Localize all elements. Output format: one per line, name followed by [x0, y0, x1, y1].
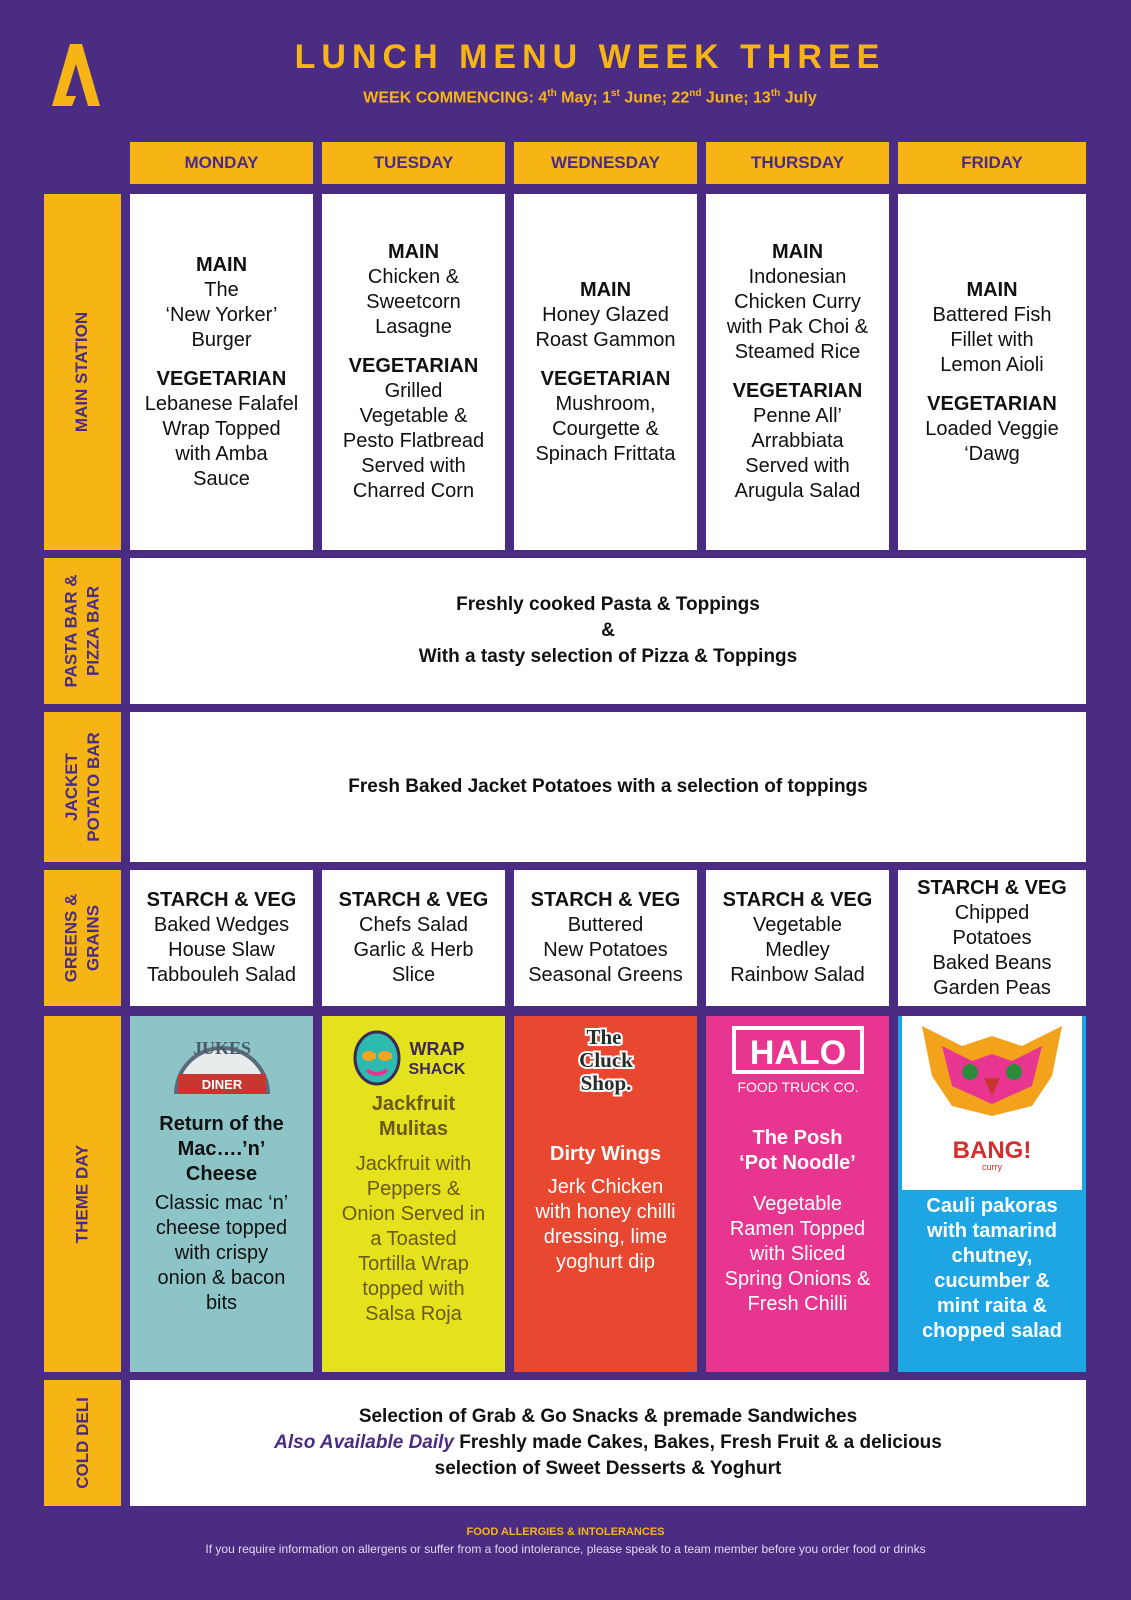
- day-header-wednesday: WEDNESDAY: [514, 142, 697, 184]
- brand-logo-icon: [52, 44, 100, 106]
- svg-text:curry: curry: [982, 1162, 1002, 1172]
- allergy-notice: If you require information on allergens or suffer from a food intolerance, please speak to a team member before you order food or drinks: [205, 1542, 926, 1556]
- theme-monday: JUKES DINER Return of the Mac….’n’ Cheese Classic mac ‘n’ cheese topped with crispy onion & bacon bits: [130, 1016, 313, 1372]
- svg-text:BANG!: BANG!: [952, 1137, 1032, 1164]
- week-commencing: WEEK COMMENCING: 4th May; 1st June; 22nd June; 13th July: [363, 88, 817, 107]
- svg-text:SHACK: SHACK: [408, 1061, 465, 1078]
- day-header-friday: FRIDAY: [898, 142, 1086, 184]
- day-header-thursday: THURSDAY: [706, 142, 889, 184]
- row-label-pasta-pizza: PASTA BAR & PIZZA BAR: [44, 558, 121, 704]
- svg-text:DINER: DINER: [201, 1077, 242, 1092]
- main-station-thursday: MAIN Indonesian Chicken Curry with Pak Choi & Steamed Rice VEGETARIAN Penne All’ Arrabbiata Served with Arugula Salad: [706, 194, 889, 550]
- svg-text:WRAP: WRAP: [409, 1039, 464, 1059]
- day-header-tuesday: TUESDAY: [322, 142, 505, 184]
- greens-monday: STARCH & VEG Baked Wedges House Slaw Tabbouleh Salad: [130, 870, 313, 1006]
- greens-thursday: STARCH & VEG Vegetable Medley Rainbow Salad: [706, 870, 889, 1006]
- theme-wednesday: The Cluck Shop. Dirty Wings Jerk Chicken with honey chilli dressing, lime yoghurt dip: [514, 1016, 697, 1372]
- page-title: LUNCH MENU WEEK THREE: [294, 38, 886, 76]
- row-label-jacket-potato: JACKET POTATO BAR: [44, 712, 121, 862]
- day-header-monday: MONDAY: [130, 142, 313, 184]
- bang-curry-logo: [902, 1016, 1082, 1190]
- wrap-shack-logo: [349, 1022, 479, 1092]
- theme-tuesday: WRAP SHACK Jackfruit Mulitas Jackfruit with Peppers & Onion Served in a Toasted Tortilla Wrap topped with Salsa Roja: [322, 1016, 505, 1372]
- greens-tuesday: STARCH & VEG Chefs Salad Garlic & Herb Slice: [322, 870, 505, 1006]
- greens-wednesday: STARCH & VEG Buttered New Potatoes Seasonal Greens: [514, 870, 697, 1006]
- svg-text:Cluck: Cluck: [578, 1048, 633, 1072]
- row-label-theme-day: THEME DAY: [44, 1016, 121, 1372]
- greens-friday: STARCH & VEG Chipped Potatoes Baked Beans Garden Peas: [898, 870, 1086, 1006]
- main-station-friday: MAIN Battered Fish Fillet with Lemon Aioli VEGETARIAN Loaded Veggie ‘Dawg: [898, 194, 1086, 550]
- row-label-cold-deli: COLD DELI: [44, 1380, 121, 1506]
- theme-friday: BANG! curry Cauli pakoras with tamarind chutney, cucumber & mint raita & chopped salad: [898, 1016, 1086, 1372]
- allergy-title: FOOD ALLERGIES & INTOLERANCES: [466, 1526, 665, 1538]
- cold-deli-cell: Selection of Grab & Go Snacks & premade Sandwiches Also Available Daily Freshly made Cakes, Bakes, Fresh Fruit & a delicious selection of Sweet Desserts & Yoghurt: [130, 1380, 1086, 1506]
- cluck-shop-logo: [556, 1022, 656, 1100]
- svg-text:JUKES: JUKES: [192, 1038, 251, 1058]
- svg-text:HALO: HALO: [749, 1034, 846, 1072]
- theme-thursday: HALO FOOD TRUCK CO. The Posh ‘Pot Noodle’ Vegetable Ramen Topped with Sliced Spring Onions & Fresh Chilli: [706, 1016, 889, 1372]
- jacket-potato-cell: Fresh Baked Jacket Potatoes with a selection of toppings: [130, 712, 1086, 862]
- halo-food-truck-logo: [728, 1022, 868, 1102]
- main-station-tuesday: MAIN Chicken & Sweetcorn Lasagne VEGETARIAN Grilled Vegetable & Pesto Flatbread Served with Charred Corn: [322, 194, 505, 550]
- svg-text:The: The: [585, 1025, 622, 1049]
- main-station-monday: MAIN The ‘New Yorker’ Burger VEGETARIAN Lebanese Falafel Wrap Topped with Amba Sauce: [130, 194, 313, 550]
- main-station-wednesday: MAIN Honey Glazed Roast Gammon VEGETARIAN Mushroom, Courgette & Spinach Frittata: [514, 194, 697, 550]
- svg-text:FOOD TRUCK CO.: FOOD TRUCK CO.: [736, 1079, 859, 1095]
- jukes-diner-logo: [162, 1022, 282, 1108]
- pasta-pizza-cell: Freshly cooked Pasta & Toppings & With a tasty selection of Pizza & Toppings: [130, 558, 1086, 704]
- svg-text:Shop.: Shop.: [580, 1071, 631, 1095]
- row-label-main-station: MAIN STATION: [44, 194, 121, 550]
- row-label-greens-grains: GREENS & GRAINS: [44, 870, 121, 1006]
